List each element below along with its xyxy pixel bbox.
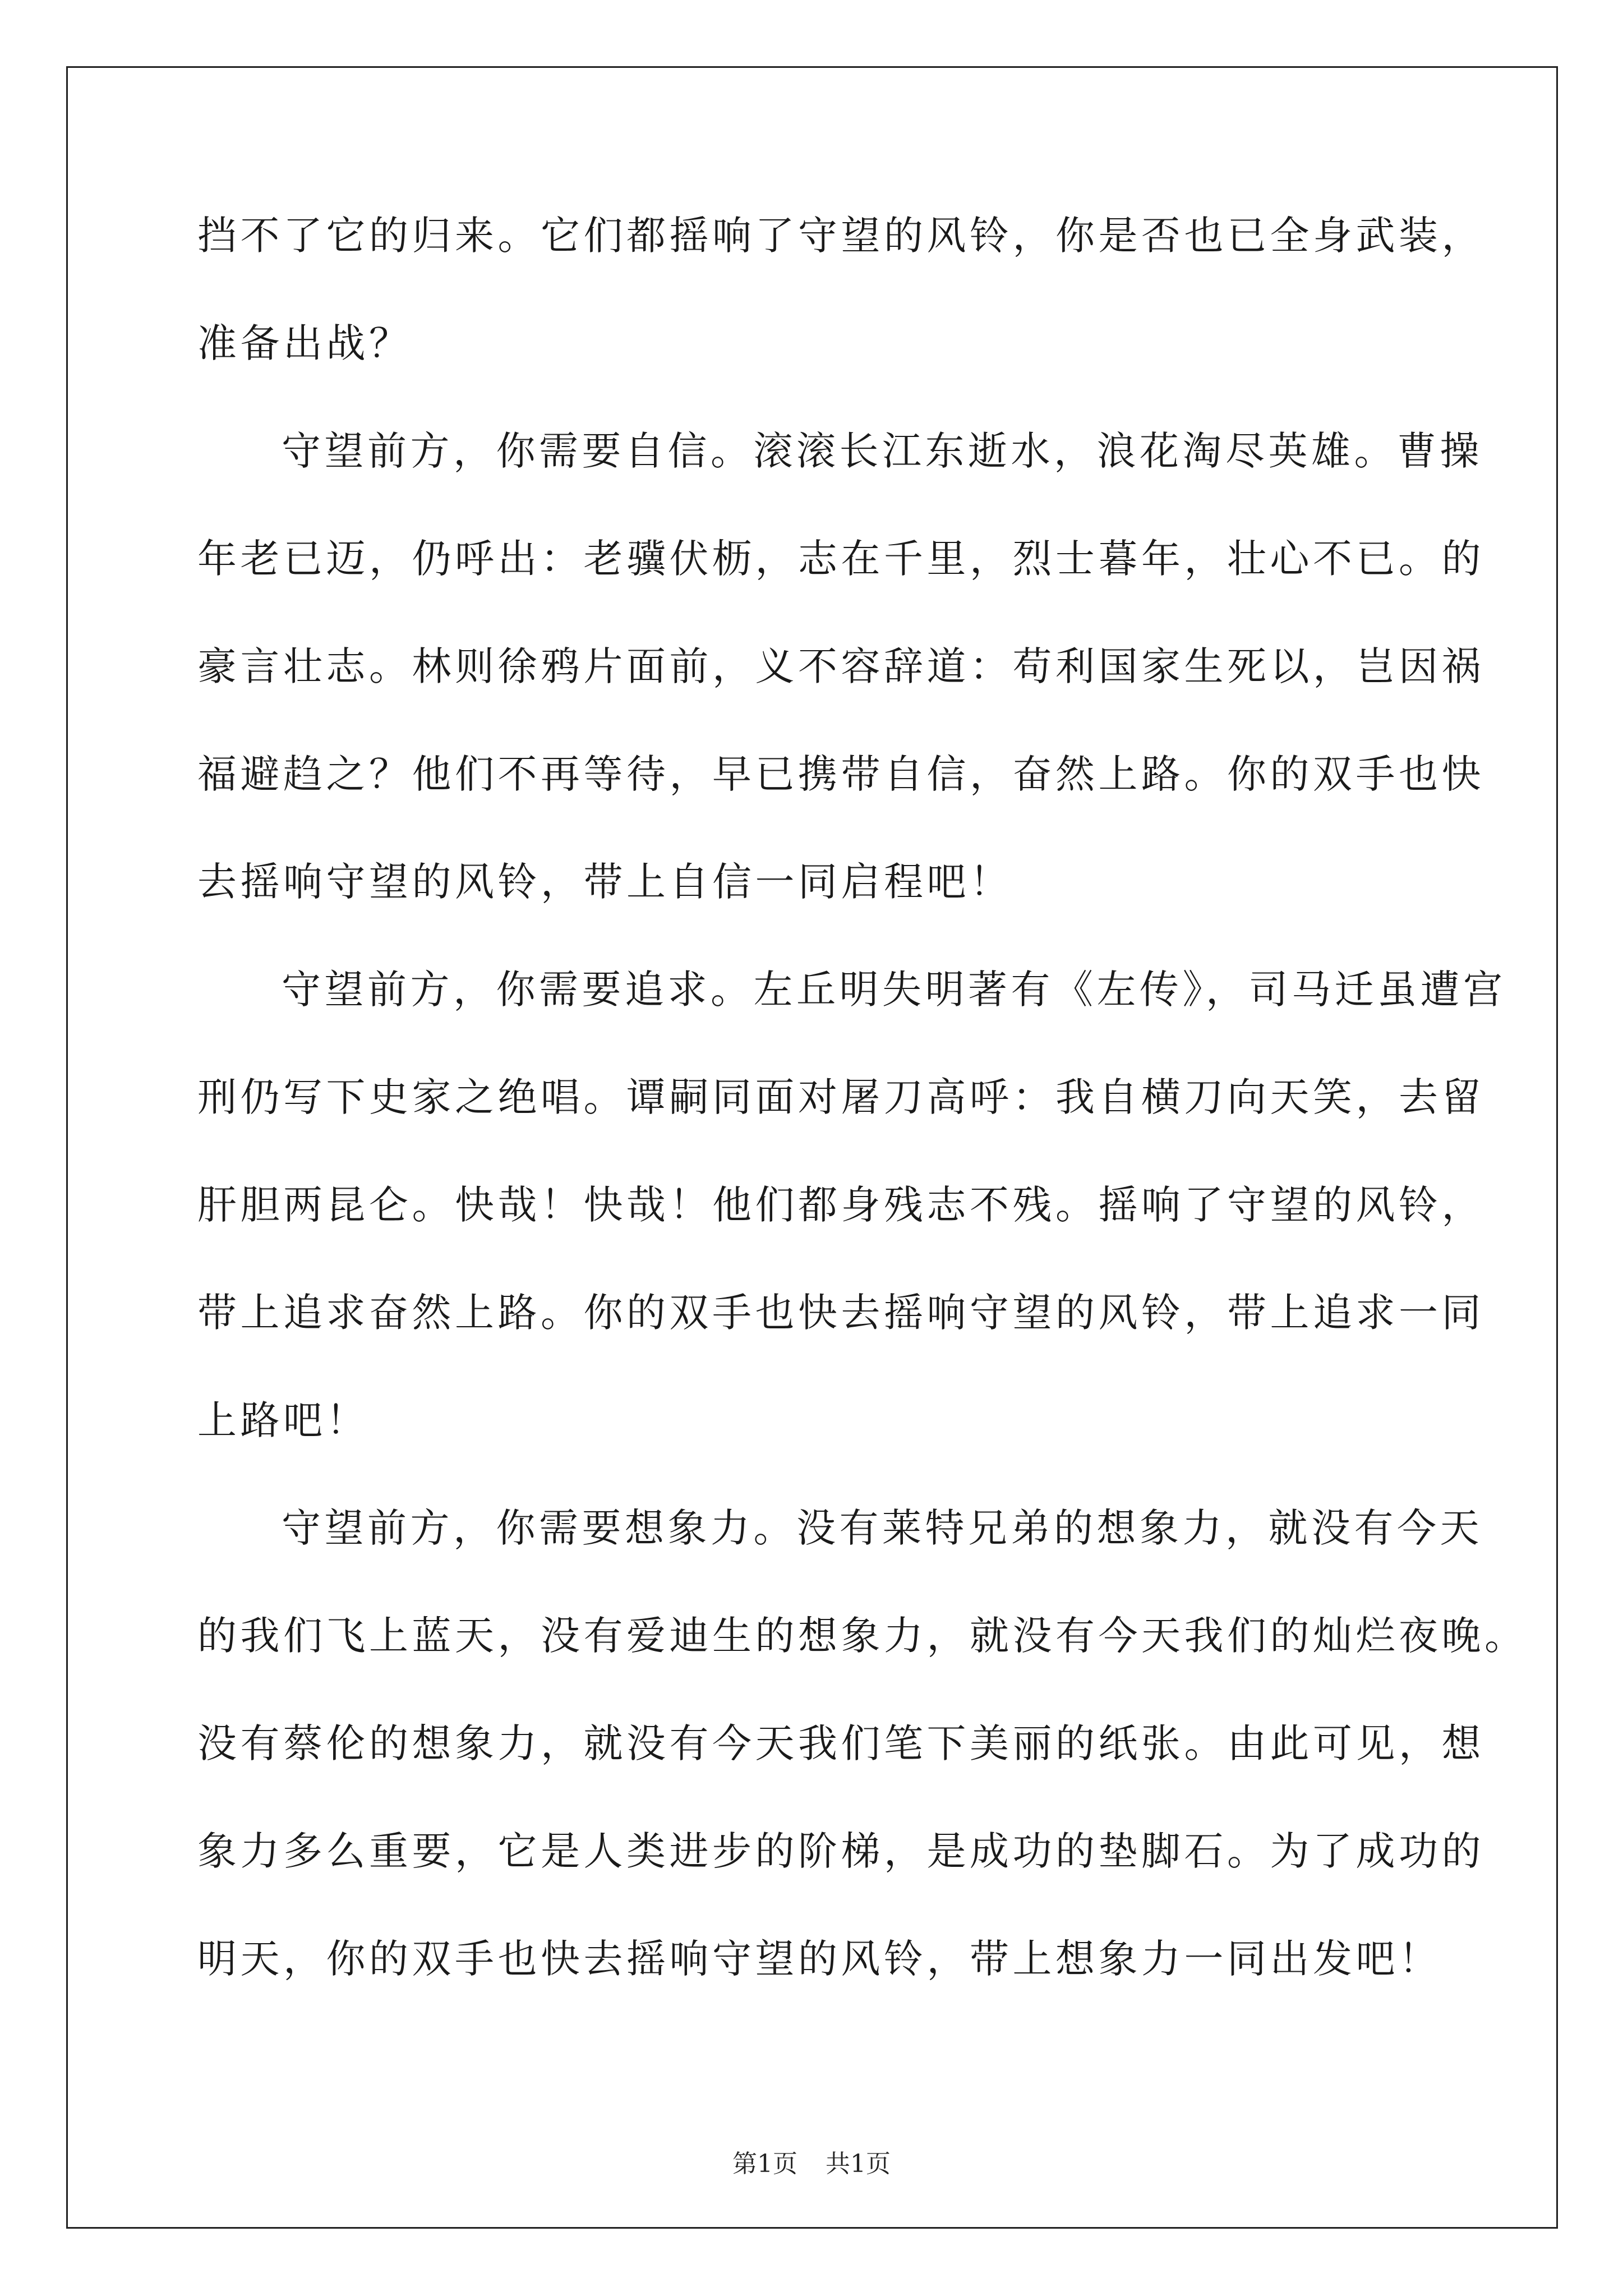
page-number: 第1页 — [732, 2150, 797, 2178]
text-line: 挡不了它的归来。它们都摇响了守望的风铃，你是否也已全身武装， — [197, 213, 1484, 259]
text-line: 准备出战？ — [197, 320, 412, 366]
text-line: 刑仍写下史家之绝唱。谭嗣同面对屠刀高呼：我自横刀向天笑，去留 — [197, 1074, 1484, 1120]
text-line: 年老已迈，仍呼出：老骥伏枥，志在千里，烈士暮年，壮心不已。的 — [197, 536, 1484, 582]
text-line: 上路吧！ — [197, 1397, 369, 1443]
text-line: 带上追求奋然上路。你的双手也快去摇响守望的风铃，带上追求一同 — [197, 1290, 1484, 1336]
text-line: 的我们飞上蓝天，没有爱迪生的想象力，就没有今天我们的灿烂夜晚。 — [197, 1613, 1528, 1659]
text-line: 豪言壮志。林则徐鸦片面前，义不容辞道：苟利国家生死以，岂因祸 — [197, 643, 1484, 689]
text-line: 福避趋之？他们不再等待，早已携带自信，奋然上路。你的双手也快 — [197, 751, 1484, 797]
page-footer — [0, 2147, 1623, 2181]
text-line: 没有蔡伦的想象力，就没有今天我们笔下美丽的纸张。由此可见，想 — [197, 1720, 1484, 1766]
document-body — [197, 208, 1528, 1987]
text-line: 明天，你的双手也快去摇响守望的风铃，带上想象力一同出发吧！ — [197, 1936, 1442, 1982]
paragraph-start-line: 守望前方，你需要追求。左丘明失明著有《左传》，司马迁虽遭宫 — [282, 967, 1506, 1013]
paragraph-start-line: 守望前方，你需要自信。滚滚长江东逝水，浪花淘尽英雄。曹操 — [282, 428, 1483, 474]
paragraph-start-line: 守望前方，你需要想象力。没有莱特兄弟的想象力，就没有今天 — [282, 1505, 1483, 1551]
text-line: 肝胆两昆仑。快哉！快哉！他们都身残志不残。摇响了守望的风铃， — [197, 1182, 1484, 1228]
text-line: 去摇响守望的风铃，带上自信一同启程吧！ — [197, 859, 1013, 905]
page-total: 共1页 — [826, 2150, 891, 2178]
text-line: 象力多么重要，它是人类进步的阶梯，是成功的垫脚石。为了成功的 — [197, 1828, 1484, 1874]
